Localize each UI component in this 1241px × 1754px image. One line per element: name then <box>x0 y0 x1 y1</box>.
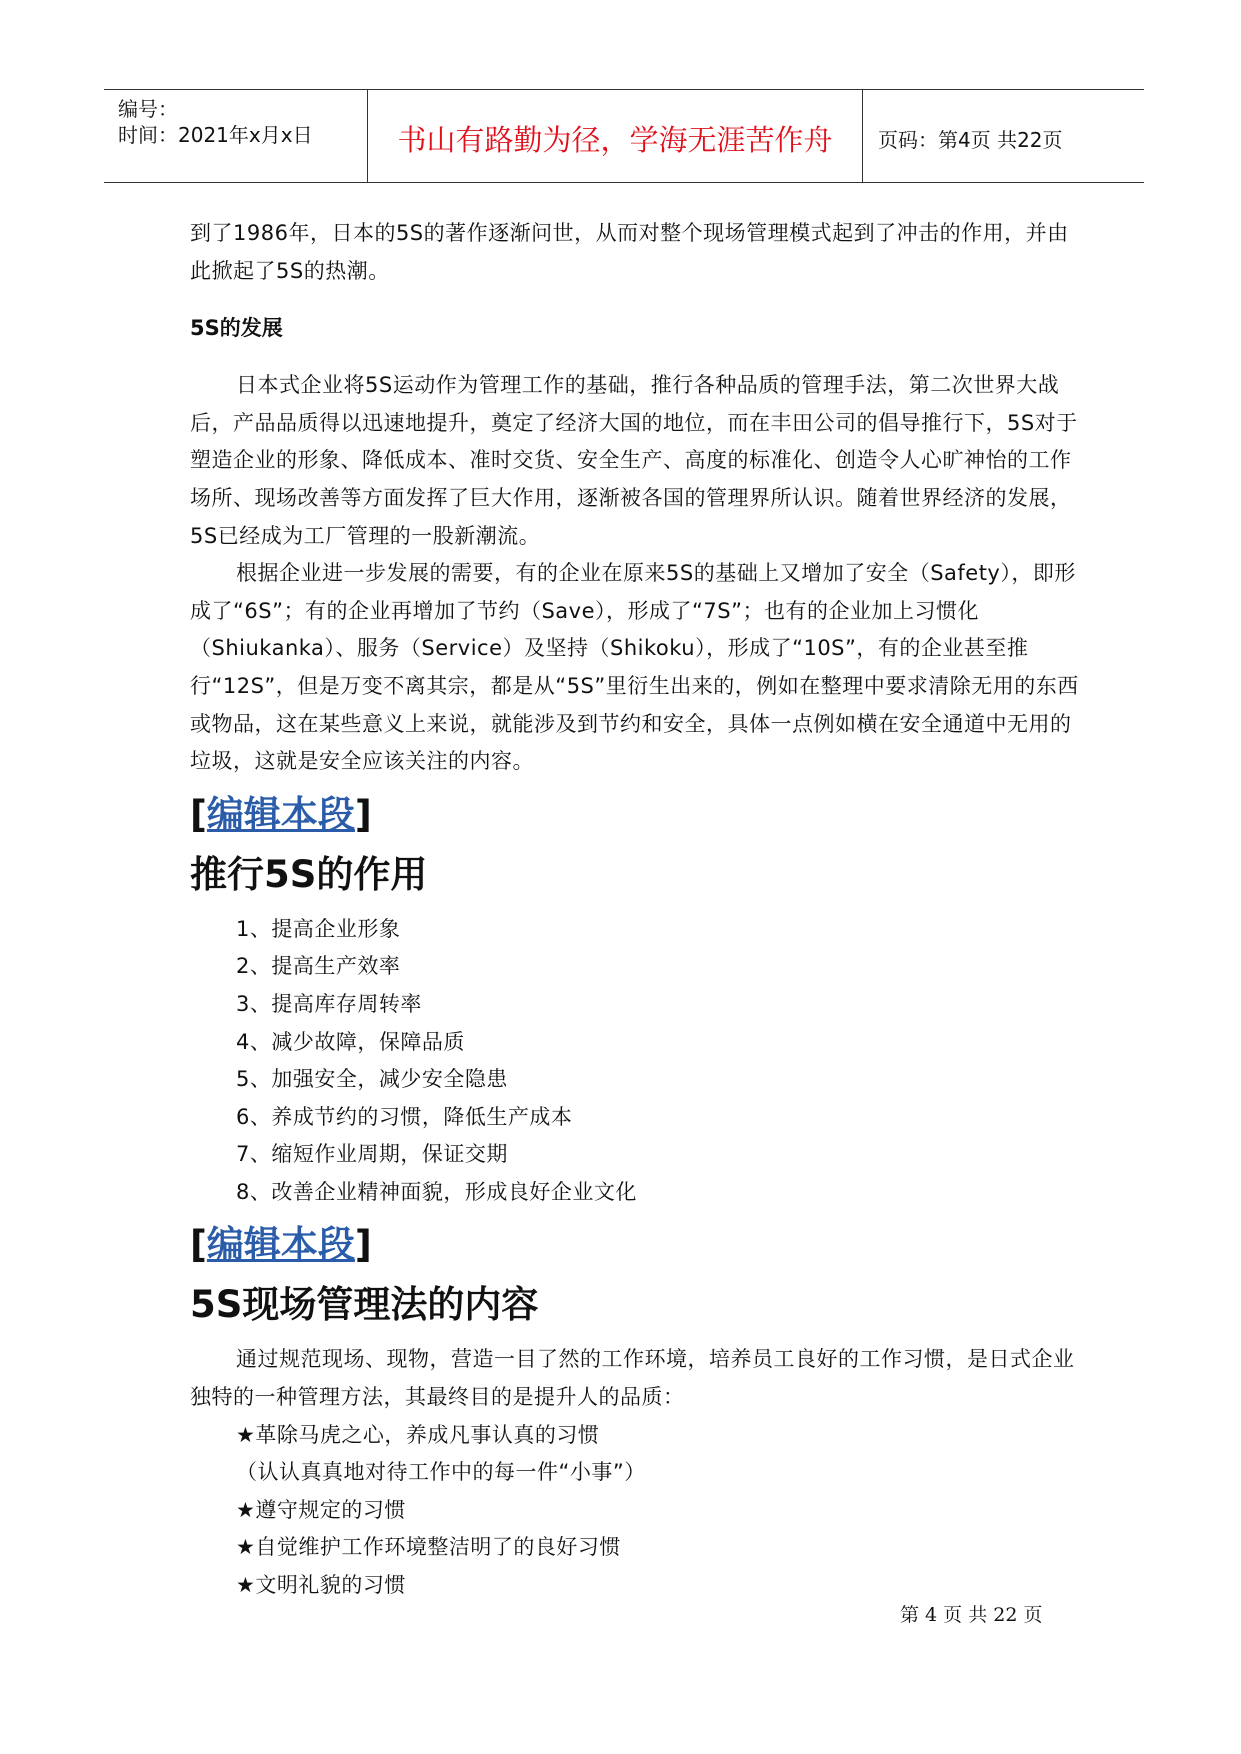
section-title-role: 推行5S的作用 <box>190 852 428 896</box>
habits-list <box>190 1417 1080 1605</box>
page-footer: 第 4 页 共 22 页 <box>900 1604 1043 1626</box>
edit-bracket-close: ] <box>354 792 372 836</box>
list-item: 4、减少故障，保障品质 <box>236 1029 465 1054</box>
list-item: 7、缩短作业周期，保证交期 <box>236 1142 508 1167</box>
list-item: ★文明礼貌的习惯 <box>236 1573 406 1598</box>
edit-section-link[interactable]: 编辑本段 <box>206 792 355 836</box>
development-paragraph-2: 根据企业进一步发展的需要，有的企业在原来5S的基础上又增加了安全（Safety），即形成了“6S”；有的企业再增加了节约（Save），形成了“7S”；也有的企业加上习惯化（Shiukanka）、服务（Service）及坚持（Shikoku），形成了“10S”，有的企业甚至推行“12S”，但是万变不离其宗，都是从“5S”里衍生出来的，例如在整理中要求清除无用的东西或物品，这在某些意义上来说，就能涉及到节约和安全，具体一点例如横在安全通道中无用的垃圾，这就是安全应该关注的内容。 <box>190 561 1079 774</box>
header-motto: 书山有路勤为径，学海无涯苦作舟 <box>397 123 833 157</box>
edit-section-link-1 <box>190 791 1080 839</box>
list-item: ★革除马虎之心，养成凡事认真的习惯 <box>236 1422 600 1447</box>
list-item: 6、养成节约的习惯，降低生产成本 <box>236 1104 573 1129</box>
page-header <box>104 89 1144 183</box>
edit-bracket-open: [ <box>190 792 207 836</box>
list-item: 5、加强安全，减少安全隐患 <box>236 1067 508 1092</box>
intro-paragraph: 到了1986年，日本的5S的著作逐渐问世，从而对整个现场管理模式起到了冲击的作用，并由此掀起了5S的热潮。 <box>190 221 1069 283</box>
header-left-cell <box>104 90 368 182</box>
header-middle-cell <box>368 90 863 182</box>
list-item: （认认真真地对待工作中的每一件“小事”） <box>236 1460 646 1485</box>
document-body <box>190 215 1080 1605</box>
list-item: ★自觉维护工作环境整洁明了的良好习惯 <box>236 1535 621 1560</box>
edit-bracket-close: ] <box>354 1223 372 1267</box>
list-item: 1、提高企业形象 <box>236 916 401 941</box>
section-title-development: 5S的发展 <box>190 316 283 341</box>
list-item: 8、改善企业精神面貌，形成良好企业文化 <box>236 1179 637 1204</box>
edit-section-link[interactable]: 编辑本段 <box>206 1223 355 1267</box>
section-title-content: 5S现场管理法的内容 <box>190 1283 539 1327</box>
development-paragraph-1: 日本式企业将5S运动作为管理工作的基础，推行各种品质的管理手法，第二次世界大战后，产品品质得以迅速地提升，奠定了经济大国的地位，而在丰田公司的倡导推行下，5S对于塑造企业的形象、降低成本、准时交货、安全生产、高度的标准化、创造令人心旷神怡的工作场所、现场改善等方面发挥了巨大作用，逐渐被各国的管理界所认识。随着世界经济的发展，5S已经成为工厂管理的一股新潮流。 <box>190 373 1078 548</box>
list-item: 3、提高库存周转率 <box>236 991 422 1016</box>
header-right-cell <box>864 90 1144 182</box>
document-number-label: 编号： <box>118 97 178 121</box>
header-page-code: 页码：第4页 共22页 <box>878 128 1063 152</box>
edit-bracket-open: [ <box>190 1223 207 1267</box>
document-time-label: 时间：2021年x月x日 <box>118 123 313 147</box>
role-list <box>190 911 1080 1212</box>
edit-section-link-2 <box>190 1221 1080 1269</box>
content-paragraph: 通过规范现场、现物，营造一目了然的工作环境，培养员工良好的工作习惯，是日式企业独特的一种管理方法，其最终目的是提升人的品质： <box>190 1347 1075 1410</box>
list-item: ★遵守规定的习惯 <box>236 1497 406 1522</box>
list-item: 2、提高生产效率 <box>236 954 401 979</box>
